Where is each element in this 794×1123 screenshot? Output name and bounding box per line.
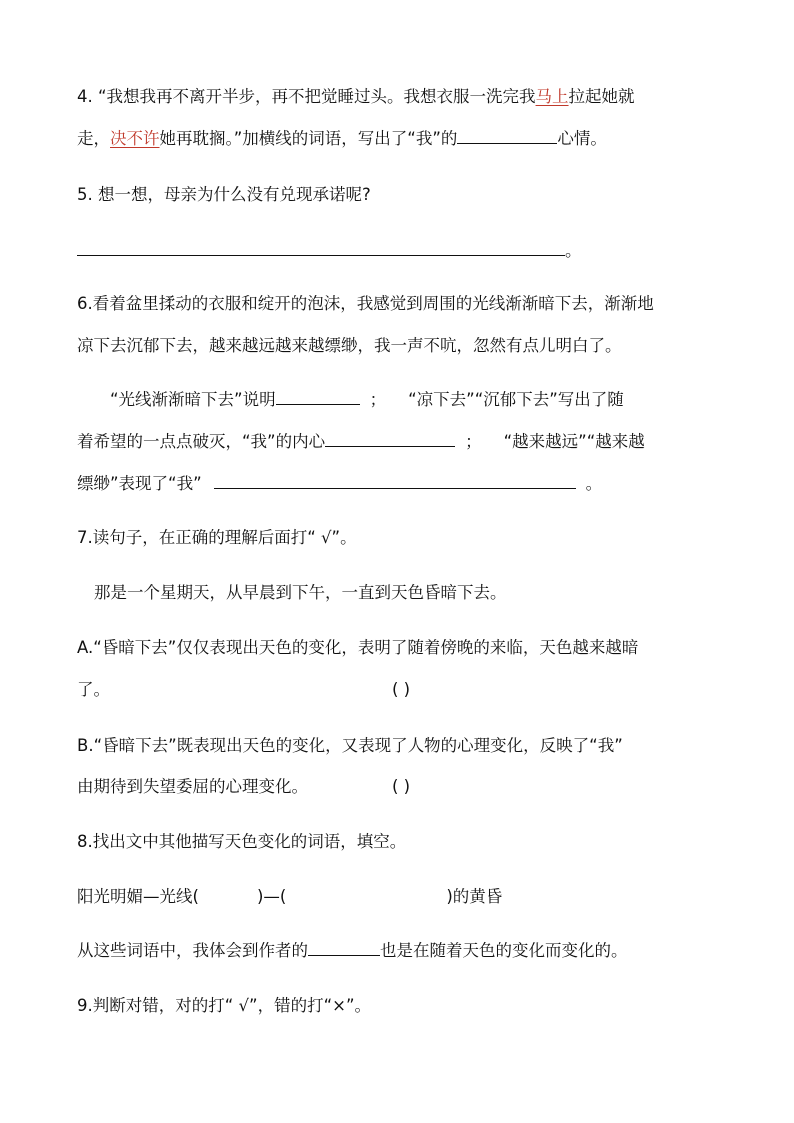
answer-blank[interactable] — [308, 941, 380, 956]
answer-blank[interactable] — [325, 432, 455, 447]
q8-text: 阳光明媚—光线( — [77, 887, 199, 906]
q6-line-3 — [110, 389, 624, 411]
q9-question: 9.判断对错，对的打“ √”，错的打“×”。 — [77, 996, 372, 1015]
q5-question: 5. 想一想，母亲为什么没有兑现承诺呢? — [77, 185, 371, 204]
q8-text: 也是在随着天色的变化而变化的。 — [380, 941, 628, 960]
answer-blank[interactable] — [77, 241, 565, 256]
underlined-word-jueburxu: 决不许 — [110, 129, 160, 148]
q4-text: 拉起她就 — [568, 87, 635, 106]
q7-option-b-line-1: B.“昏暗下去”既表现出天色的变化，又表现了人物的心理变化，反映了“我” — [77, 736, 623, 755]
q8-text: )—( — [256, 887, 287, 906]
period: 。 — [585, 474, 603, 493]
q4-text: 心情。 — [557, 129, 607, 148]
q7-option-b-line-2: 由期待到失望委屈的心理变化。 — [77, 777, 308, 796]
answer-blank[interactable] — [214, 474, 576, 489]
q7-question: 7.读句子，在正确的理解后面打“ √”。 — [77, 528, 357, 547]
q4-line-2 — [77, 128, 607, 150]
q8-text: )的黄昏 — [446, 887, 503, 906]
q6-line-2: 凉下去沉郁下去，越来越远越来越缥缈，我一声不吭，忽然有点儿明白了。 — [77, 336, 622, 355]
answer-blank[interactable] — [457, 129, 557, 144]
q6-text: “越来越远”“越来越 — [503, 432, 645, 451]
q7-sentence: 那是一个星期天，从早晨到下午，一直到天色昏暗下去。 — [94, 583, 507, 602]
q7-option-a-line-1: A.“昏暗下去”仅仅表现出天色的变化，表明了随着傍晚的来临，天色越来越暗 — [77, 638, 639, 657]
semicolon: ； — [465, 432, 482, 451]
q6-line-5 — [77, 473, 602, 495]
q8-question: 8.找出文中其他描写天色变化的词语，填空。 — [77, 832, 407, 851]
answer-blank[interactable] — [276, 390, 360, 405]
q6-line-4 — [77, 431, 645, 453]
q5-answer-line — [77, 240, 582, 262]
q8-text: 从这些词语中，我体会到作者的 — [77, 941, 308, 960]
q4-text: 4. “我想我再不离开半步，再不把觉睡过头。我想衣服一洗完我 — [77, 87, 536, 106]
q6-text: 缥缈”表现了“我” — [77, 474, 202, 493]
q8-line-3 — [77, 940, 628, 962]
q7-text: 了。 — [77, 680, 110, 699]
q6-line-1: 6.看着盆里揉动的衣服和绽开的泡沫，我感觉到周围的光线渐渐暗下去，渐渐地 — [77, 294, 654, 313]
q6-text: “光线渐渐暗下去”说明 — [110, 390, 276, 409]
q7-option-a-line-2 — [77, 679, 110, 701]
q6-text: “凉下去”“沉郁下去”写出了随 — [408, 390, 624, 409]
semicolon: ； — [369, 390, 387, 409]
q8-fill-line — [77, 886, 502, 908]
underlined-word-mashang: 马上 — [535, 87, 569, 106]
q7-option-a-answer[interactable]: ( ) — [392, 680, 411, 699]
period: 。 — [565, 241, 582, 260]
q4-text: 走， — [77, 129, 110, 148]
q4-text: 她再耽搁。”加横线的词语，写出了“我”的 — [159, 129, 458, 148]
q4-line-1 — [77, 86, 635, 108]
q6-text: 着希望的一点点破灭，“我”的内心 — [77, 432, 326, 451]
q7-option-b-answer[interactable]: ( ) — [392, 777, 411, 796]
